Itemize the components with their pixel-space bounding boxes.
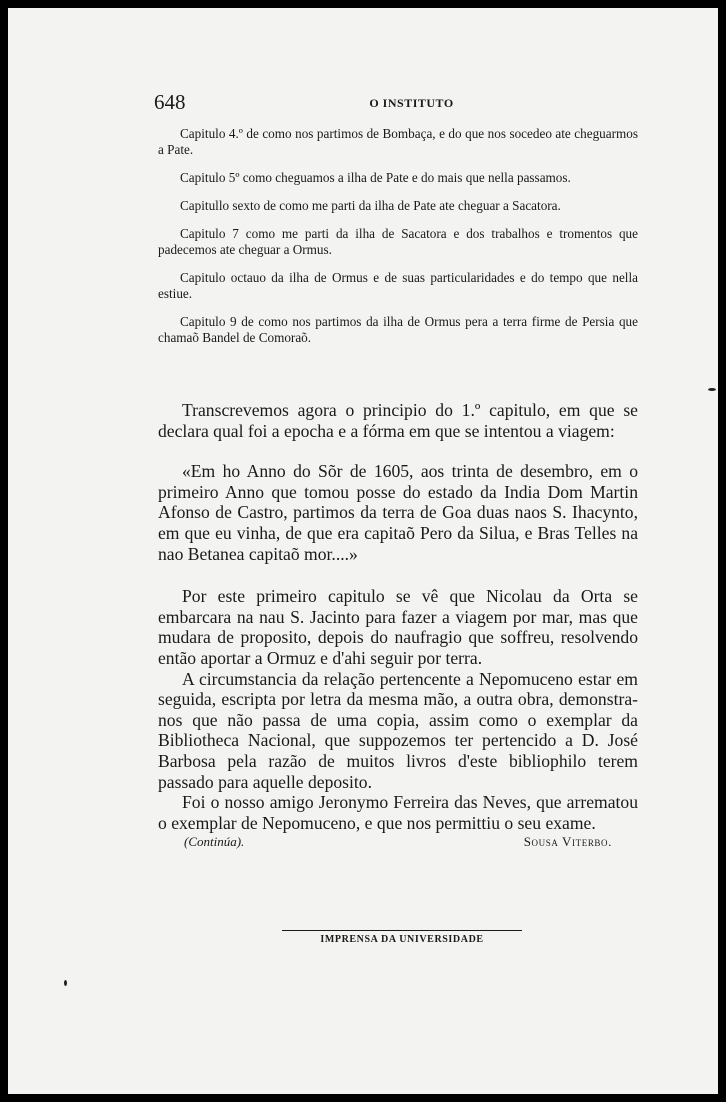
chapter-entry: Capitulo 9 de como nos partimos da ilha de Ormus pera a terra firme de Persia que chamaõ Bandel de Comoraõ. — [158, 314, 638, 345]
intro-paragraph: Transcrevemos agora o principio do 1.º capitulo, em que se declara qual foi a epocha e a fórma em que se intentou a viagem: — [158, 400, 638, 441]
article-body — [158, 400, 638, 833]
page-header — [154, 90, 554, 120]
chapter-entry: Capitulo 7 como me parti da ilha de Sacatora e dos trabalhos e tromentos que padecemos ate cheguar a Ormus. — [158, 226, 638, 257]
body-paragraph: Por este primeiro capitulo se vê que Nicolau da Orta se embarcara na nau S. Jacinto para fazer a viagem por mar, mas que mudara de proposito, depois do naufragio que soffreu, resolvendo então aportar a Ormuz e d'ahi seguir por terra. — [158, 586, 638, 668]
chapter-list — [158, 126, 638, 358]
ink-speck — [708, 388, 716, 391]
author-signature: Sousa Viterbo. — [523, 834, 612, 849]
footer-rule — [282, 930, 522, 931]
running-title: O INSTITUTO — [369, 96, 454, 110]
body-paragraph: A circumstancia da relação pertencente a Nepomuceno estar em seguida, escripta por letra da mesma mão, a outra obra, demonstra-nos que não passa de uma copia, assim como o exemplar da Bibliotheca Nacional, que suppozemos ter pertencido a D. José Barbosa pela razão de muitos livros d'este bibliophilo terem passado para aquelle deposito. — [158, 668, 638, 792]
body-paragraph: Foi o nosso amigo Jeronymo Ferreira das Neves, que arrematou o exemplar de Nepomuceno, e que nos permittiu o seu exame. — [158, 792, 638, 833]
continued-note: (Continúa). — [184, 834, 245, 849]
printer-imprint: IMPRENSA DA UNIVERSIDADE — [320, 934, 484, 945]
scanned-page — [8, 8, 718, 1094]
ink-speck — [64, 980, 67, 986]
chapter-entry: Capitulo 5º como cheguamos a ilha de Pate e do mais que nella passamos. — [180, 170, 571, 185]
quoted-passage: «Em ho Anno do Sõr de 1605, aos trinta de desembro, em o primeiro Anno que tomou posse do estado da India Dom Martin Afonso de Castro, partimos da terra de Goa duas naos S. Ihacynto, em que eu vinha, de que era capitaõ Pero da Silua, e Bras Telles na nao Betanea capitaõ mor....» — [158, 461, 638, 564]
chapter-entry: Capitullo sexto de como me parti da ilha de Pate ate cheguar a Sacatora. — [180, 198, 561, 213]
chapter-entry: Capitulo octauo da ilha de Ormus e de suas particularidades e do tempo que nella estiue. — [158, 270, 638, 301]
chapter-entry: Capitulo 4.º de como nos partimos de Bombaça, e do que nos socedeo ate cheguarmos a Pate. — [158, 126, 638, 157]
page-number: 648 — [154, 90, 186, 114]
